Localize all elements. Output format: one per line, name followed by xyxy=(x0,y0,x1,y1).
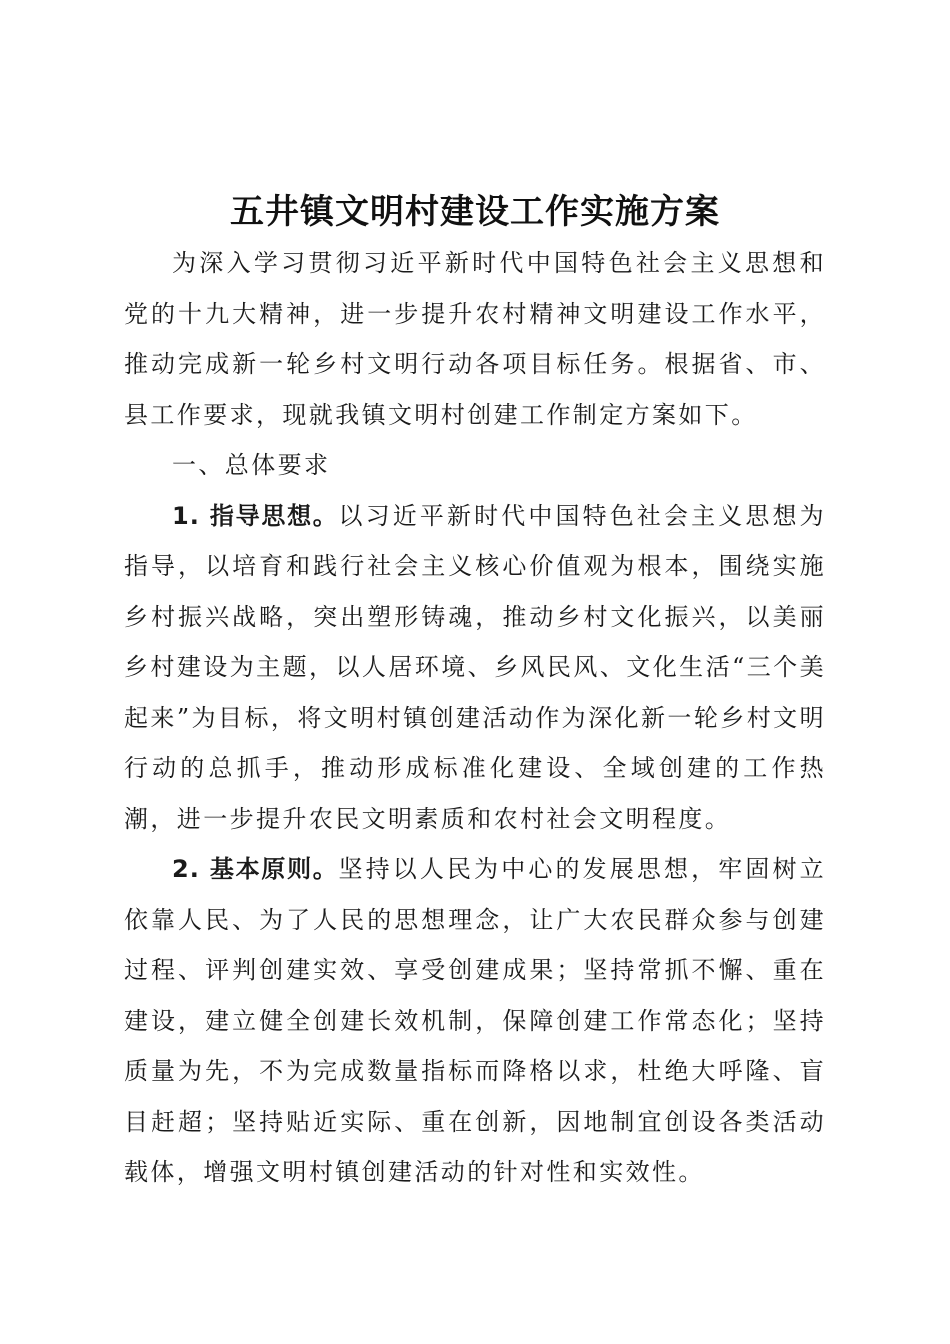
document-page xyxy=(124,188,826,1198)
section-heading-general-requirements: 一、总体要求 xyxy=(172,451,331,479)
guiding-ideology-paragraph xyxy=(124,491,826,845)
guiding-ideology-text: 以习近平新时代中国特色社会主义思想为指导，以培育和践行社会主义核心价值观为根本，围绕实施乡村振兴战略，突出塑形铸魂，推动乡村文化振兴，以美丽乡村建设为主题，以人居环境、乡风民风、文化生活“三个美起来”为目标，将文明村镇创建活动作为深化新一轮乡村文明行动的总抓手，推动形成标准化建设、全域创建的工作热潮，进一步提升农民文明素质和农村社会文明程度。 xyxy=(124,501,827,833)
intro-paragraph: 为深入学习贯彻习近平新时代中国特色社会主义思想和党的十九大精神，进一步提升农村精神文明建设工作水平，推动完成新一轮乡村文明行动各项目标任务。根据省、市、县工作要求，现就我镇文明村创建工作制定方案如下。 xyxy=(124,249,826,429)
basic-principles-lead: 2. 基本原则。 xyxy=(172,855,339,883)
basic-principles-text: 坚持以人民为中心的发展思想，牢固树立依靠人民、为了人民的思想理念，让广大农民群众参与创建过程、评判创建实效、享受创建成果；坚持常抓不懈、重在建设，建立健全创建长效机制，保障创建工作常态化；坚持质量为先，不为完成数量指标而降格以求，杜绝大呼隆、盲目赶超；坚持贴近实际、重在创新，因地制宜创设各类活动载体，增强文明村镇创建活动的针对性和实效性。 xyxy=(124,855,827,1186)
guiding-ideology-lead: 1. 指导思想。 xyxy=(172,501,339,530)
basic-principles-paragraph xyxy=(124,844,826,1198)
document-title: 五井镇文明村建设工作实施方案 xyxy=(230,192,720,232)
